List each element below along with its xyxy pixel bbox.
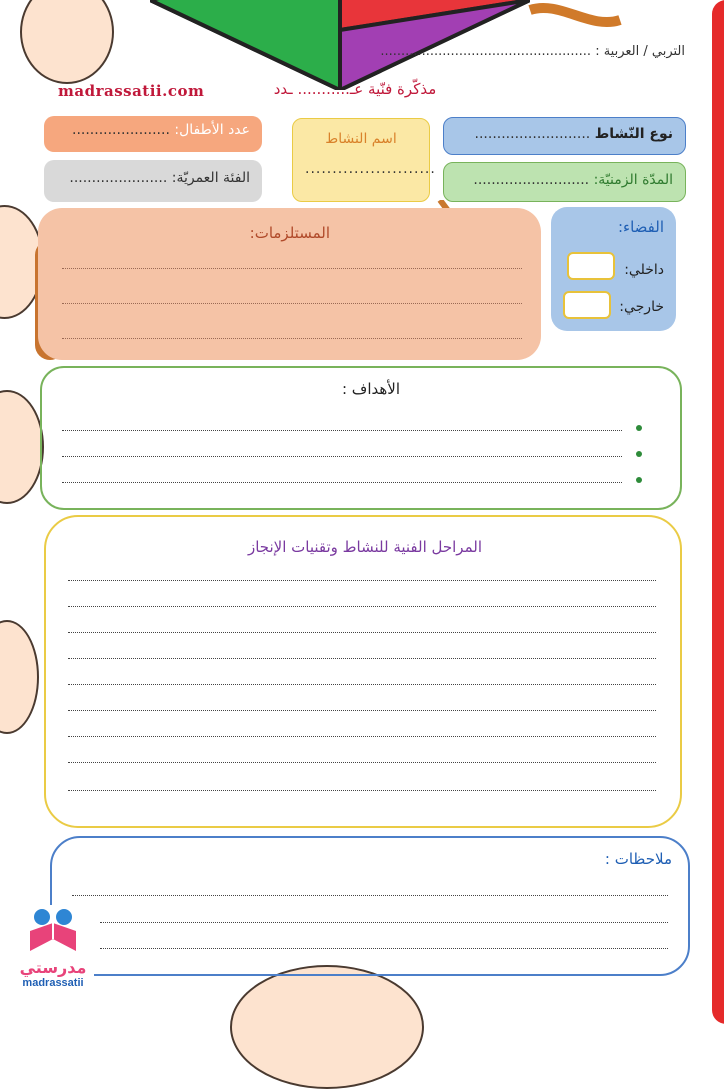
activity-type-value[interactable]: .......................... bbox=[474, 126, 591, 142]
stages-line-4[interactable] bbox=[68, 658, 656, 659]
duration-value[interactable]: .......................... bbox=[473, 172, 590, 188]
stages-line-5[interactable] bbox=[68, 684, 656, 685]
activity-type-box bbox=[443, 117, 686, 155]
red-side-band bbox=[712, 0, 724, 1024]
materials-line-3[interactable] bbox=[62, 338, 522, 339]
memo-title: مذكّرة فنّية عـ........... ـدد bbox=[273, 80, 437, 98]
activity-name-value[interactable]: ........................ bbox=[305, 161, 436, 177]
kid-face-middle-left bbox=[0, 390, 44, 504]
logo-arabic-text: مدرستي bbox=[19, 958, 87, 977]
stages-line-1[interactable] bbox=[68, 580, 656, 581]
activity-type-label: نوع النّشاط bbox=[594, 126, 673, 142]
children-count-value[interactable]: ...................... bbox=[72, 122, 170, 138]
age-group-box bbox=[44, 160, 262, 202]
madrassatii-logo bbox=[12, 905, 94, 995]
goals-line-3[interactable] bbox=[62, 482, 622, 483]
logo-latin-text: madrassatii bbox=[22, 977, 84, 989]
stages-line-7[interactable] bbox=[68, 736, 656, 737]
stages-line-6[interactable] bbox=[68, 710, 656, 711]
materials-line-1[interactable] bbox=[62, 268, 522, 269]
goals-bullet-1 bbox=[636, 425, 642, 431]
duration-label: المدّة الزمنيّة: bbox=[593, 172, 673, 188]
children-count-box bbox=[44, 116, 262, 152]
activity-name-label: اسم النشاط bbox=[325, 131, 397, 147]
stages-line-3[interactable] bbox=[68, 632, 656, 633]
kid-face-lower-left bbox=[0, 620, 39, 734]
goals-bullet-3 bbox=[636, 477, 642, 483]
goals-title: الأهداف : bbox=[341, 380, 400, 398]
space-title: الفضاء: bbox=[617, 218, 664, 236]
goals-line-2[interactable] bbox=[62, 456, 622, 457]
notes-title: ملاحظات : bbox=[604, 850, 672, 868]
outdoor-checkbox[interactable] bbox=[563, 291, 611, 319]
brand-watermark: madrassatii.com bbox=[58, 82, 205, 100]
activity-name-box bbox=[292, 118, 436, 202]
duration-box bbox=[443, 162, 686, 202]
materials-title: المستلزمات: bbox=[249, 224, 330, 242]
reading-children-icon bbox=[12, 905, 94, 955]
notes-line-2[interactable] bbox=[100, 922, 668, 923]
subject-line: التربي / العربية : ................................................... bbox=[380, 44, 685, 59]
notes-line-3[interactable] bbox=[100, 948, 668, 949]
materials-line-2[interactable] bbox=[62, 303, 522, 304]
notes-line-1[interactable] bbox=[72, 895, 668, 896]
indoor-label: داخلي: bbox=[624, 262, 664, 278]
stages-line-2[interactable] bbox=[68, 606, 656, 607]
children-count-label: عدد الأطفال: bbox=[174, 122, 250, 138]
goals-bullet-2 bbox=[636, 451, 642, 457]
stages-line-9[interactable] bbox=[68, 790, 656, 791]
stages-title: المراحل الفنية للنشاط وتقنيات الإنجاز bbox=[247, 538, 482, 556]
age-group-value[interactable]: ...................... bbox=[69, 170, 168, 186]
stages-panel bbox=[44, 515, 682, 828]
kid-face-top bbox=[20, 0, 114, 84]
age-group-label: الفئة العمريّة: bbox=[171, 170, 250, 186]
stages-line-8[interactable] bbox=[68, 762, 656, 763]
indoor-checkbox[interactable] bbox=[567, 252, 615, 280]
goals-line-1[interactable] bbox=[62, 430, 622, 431]
kid-face-bottom bbox=[230, 965, 424, 1089]
outdoor-label: خارجي: bbox=[619, 299, 664, 315]
